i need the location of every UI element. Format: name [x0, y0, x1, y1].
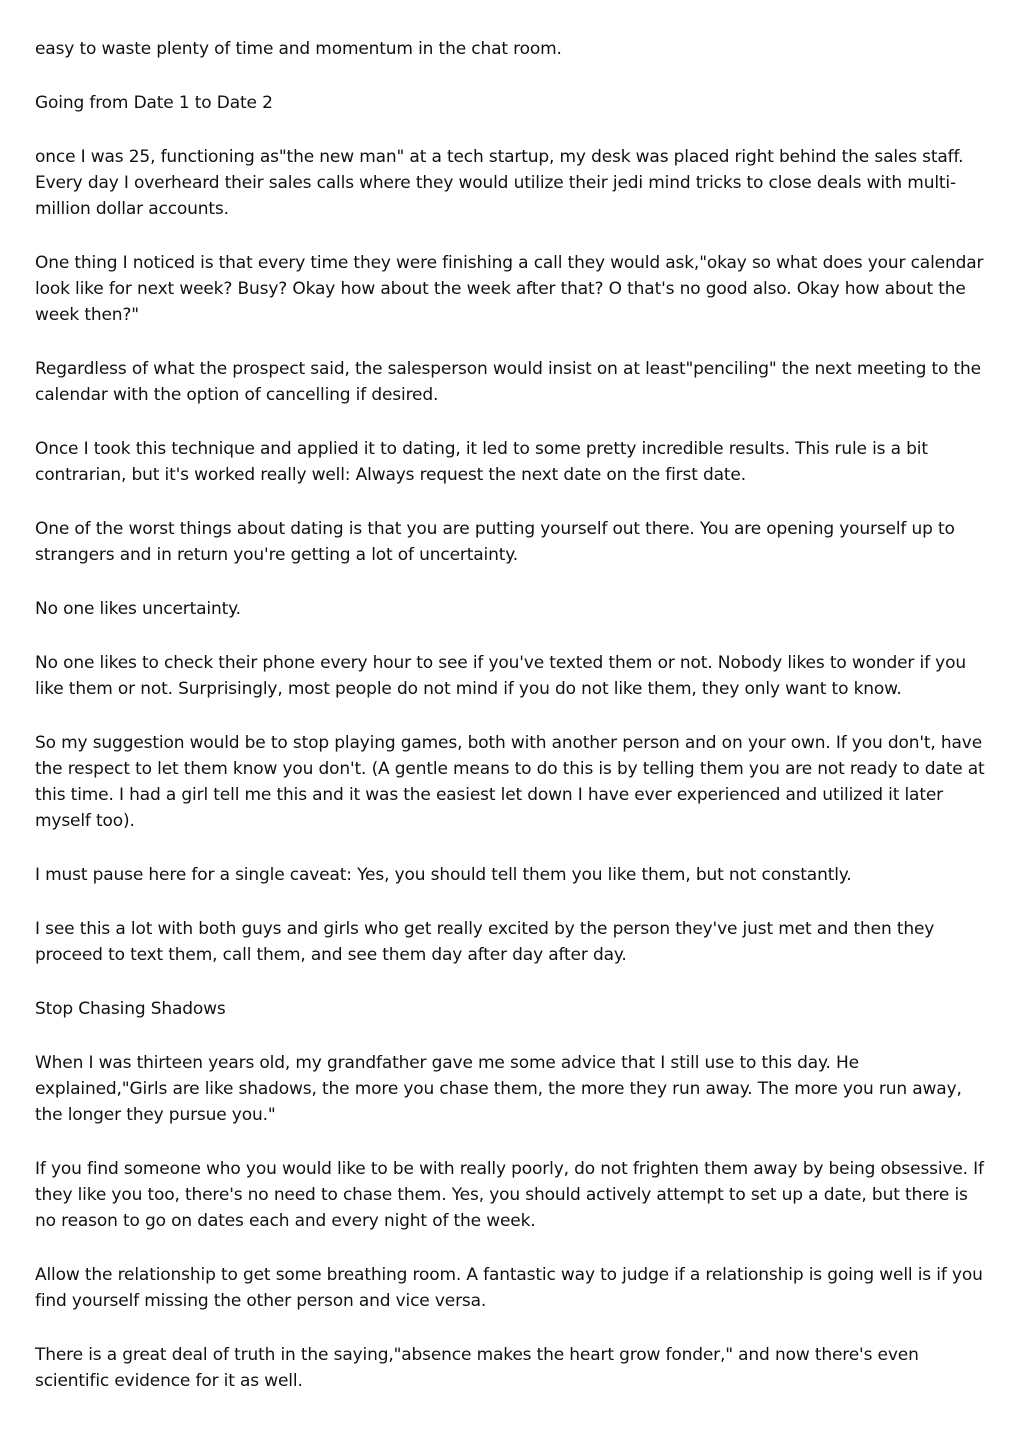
paragraph-caveat: I must pause here for a single caveat: Yes, you should tell them you like them, but not constantly.	[35, 865, 852, 885]
paragraph-check-phone: No one likes to check their phone every hour to see if you've texted them or not. Nobody likes to wonder if you like them or not. Surprisingly, most people do not mind if you do not like them, they only want to know.	[35, 653, 966, 699]
paragraph-breathing-room: Allow the relationship to get some breathing room. A fantastic way to judge if a relationship is going well is if you find yourself missing the other person and vice versa.	[35, 1265, 983, 1311]
paragraph-chat-room: easy to waste plenty of time and momentum in the chat room.	[35, 39, 562, 59]
paragraph-obsessive: If you find someone who you would like to be with really poorly, do not frighten them away by being obsessive. If they like you too, there's no need to chase them. Yes, you should actively attempt to set up a date, but there is no reason to go on dates each and every night of the week.	[35, 1159, 984, 1231]
paragraph-tech-startup: once I was 25, functioning as"the new man" at a tech startup, my desk was placed right behind the sales staff. Every day I overheard their sales calls where they would utilize their jedi mind tricks to close deals with multi-million dollar accounts.	[35, 147, 964, 219]
paragraph-stop-playing-games: So my suggestion would be to stop playing games, both with another person and on your own. If you don't, have the respect to let them know you don't. (A gentle means to do this is by telling them you are not ready to date at this time. I had a girl tell me this and it was the easiest let down I have ever experienced and utilized it later myself too).	[35, 733, 985, 831]
heading-date-1-to-date-2: Going from Date 1 to Date 2	[35, 93, 273, 113]
paragraph-technique: Once I took this technique and applied it to dating, it led to some pretty incredible results. This rule is a bit contrarian, but it's worked really well: Always request the next date on the first date.	[35, 439, 928, 485]
paragraph-absence: There is a great deal of truth in the saying,"absence makes the heart grow fonder," and now there's even scientific evidence for it as well.	[35, 1345, 919, 1391]
paragraph-grandfather: When I was thirteen years old, my grandfather gave me some advice that I still use to this day. He explained,"Girls are like shadows, the more you chase them, the more they run away. The more you run away, the longer they pursue you."	[35, 1053, 962, 1125]
heading-stop-chasing-shadows: Stop Chasing Shadows	[35, 999, 226, 1019]
paragraph-uncertainty: No one likes uncertainty.	[35, 599, 241, 619]
paragraph-penciling: Regardless of what the prospect said, the salesperson would insist on at least"penciling" the next meeting to the calendar with the option of cancelling if desired.	[35, 359, 981, 405]
paragraph-excited: I see this a lot with both guys and girls who get really excited by the person they've just met and then they proceed to text them, call them, and see them day after day after day.	[35, 919, 935, 965]
paragraph-worst-things: One of the worst things about dating is that you are putting yourself out there. You are opening yourself up to strangers and in return you're getting a lot of uncertainty.	[35, 519, 955, 565]
paragraph-calendar-question: One thing I noticed is that every time they were finishing a call they would ask,"okay so what does your calendar look like for next week? Busy? Okay how about the week after that? O that's no good also. Okay how about the week then?"	[35, 253, 984, 325]
